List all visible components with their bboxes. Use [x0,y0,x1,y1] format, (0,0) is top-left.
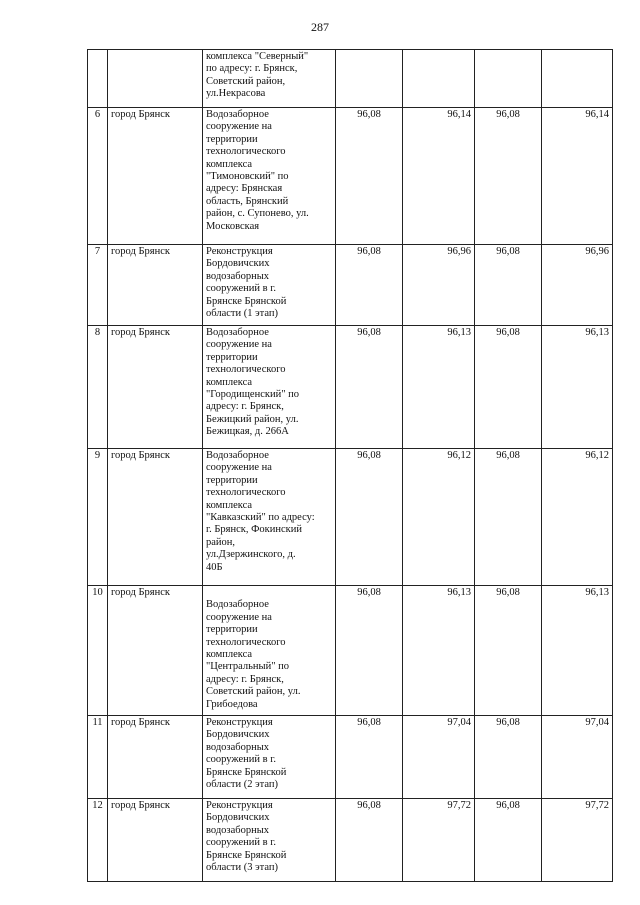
row-number: 7 [88,245,108,326]
row-number: 10 [88,586,108,716]
table-row [88,108,613,245]
value-cell-2: 96,14 [403,108,475,245]
description-cell: Водозаборное сооружение на территории технологического комплекса "Кавказский" по адресу: г. Брянск, Фокинский район, ул.Дзержинского, д. 40Б [203,449,336,586]
value-cell-3: 96,08 [475,108,542,245]
table-row [88,799,613,882]
value-cell-4: 96,13 [542,326,613,449]
description-cell: Водозаборное сооружение на территории технологического комплекса "Центральный" по адресу: г. Брянск, Советский район, ул. Грибоедова [203,586,336,716]
description-cell: Реконструкция Бордовичских водозаборных сооружений в г. Брянске Брянской области (1 этап) [203,245,336,326]
value-cell-3: 96,08 [475,799,542,882]
value-cell-3 [475,50,542,108]
city-cell: город Брянск [108,449,203,586]
city-cell: город Брянск [108,326,203,449]
row-number [88,50,108,108]
table-row [88,245,613,326]
value-cell-2: 96,13 [403,326,475,449]
table-row [88,326,613,449]
value-cell-2: 96,12 [403,449,475,586]
value-cell-1: 96,08 [336,449,403,586]
value-cell-4 [542,50,613,108]
value-cell-4: 96,13 [542,586,613,716]
city-cell: город Брянск [108,108,203,245]
value-cell-1: 96,08 [336,799,403,882]
page-number: 287 [311,20,329,34]
value-cell-2: 96,13 [403,586,475,716]
city-cell [108,50,203,108]
value-cell-1: 96,08 [336,586,403,716]
value-cell-4: 97,04 [542,716,613,799]
city-cell: город Брянск [108,586,203,716]
value-cell-2: 97,72 [403,799,475,882]
value-cell-1: 96,08 [336,108,403,245]
value-cell-3: 96,08 [475,586,542,716]
city-cell: город Брянск [108,716,203,799]
row-number: 6 [88,108,108,245]
value-cell-3: 96,08 [475,716,542,799]
description-cell: Реконструкция Бордовичских водозаборных сооружений в г. Брянске Брянской области (2 этап) [203,716,336,799]
table-row [88,716,613,799]
data-table [87,49,613,882]
table-row [88,449,613,586]
value-cell-2: 96,96 [403,245,475,326]
value-cell-3: 96,08 [475,326,542,449]
city-cell: город Брянск [108,799,203,882]
row-number: 9 [88,449,108,586]
value-cell-4: 96,96 [542,245,613,326]
value-cell-2 [403,50,475,108]
description-cell: Реконструкция Бордовичских водозаборных сооружений в г. Брянске Брянской области (3 этап) [203,799,336,882]
description-cell: комплекса "Северный" по адресу: г. Брянск, Советский район, ул.Некрасова [203,50,336,108]
value-cell-1 [336,50,403,108]
table-row [88,50,613,108]
row-number: 8 [88,326,108,449]
row-number: 11 [88,716,108,799]
description-cell: Водозаборное сооружение на территории технологического комплекса "Тимоновский" по адресу: Брянская область, Брянский район, с. Супонево, ул. Московская [203,108,336,245]
table-row [88,586,613,716]
value-cell-1: 96,08 [336,326,403,449]
row-number: 12 [88,799,108,882]
value-cell-3: 96,08 [475,449,542,586]
value-cell-4: 97,72 [542,799,613,882]
value-cell-1: 96,08 [336,245,403,326]
value-cell-3: 96,08 [475,245,542,326]
value-cell-4: 96,14 [542,108,613,245]
city-cell: город Брянск [108,245,203,326]
value-cell-1: 96,08 [336,716,403,799]
value-cell-4: 96,12 [542,449,613,586]
description-cell: Водозаборное сооружение на территории технологического комплекса "Городищенский" по адресу: г. Брянск, Бежицкий район, ул. Бежицкая, д. 266А [203,326,336,449]
value-cell-2: 97,04 [403,716,475,799]
